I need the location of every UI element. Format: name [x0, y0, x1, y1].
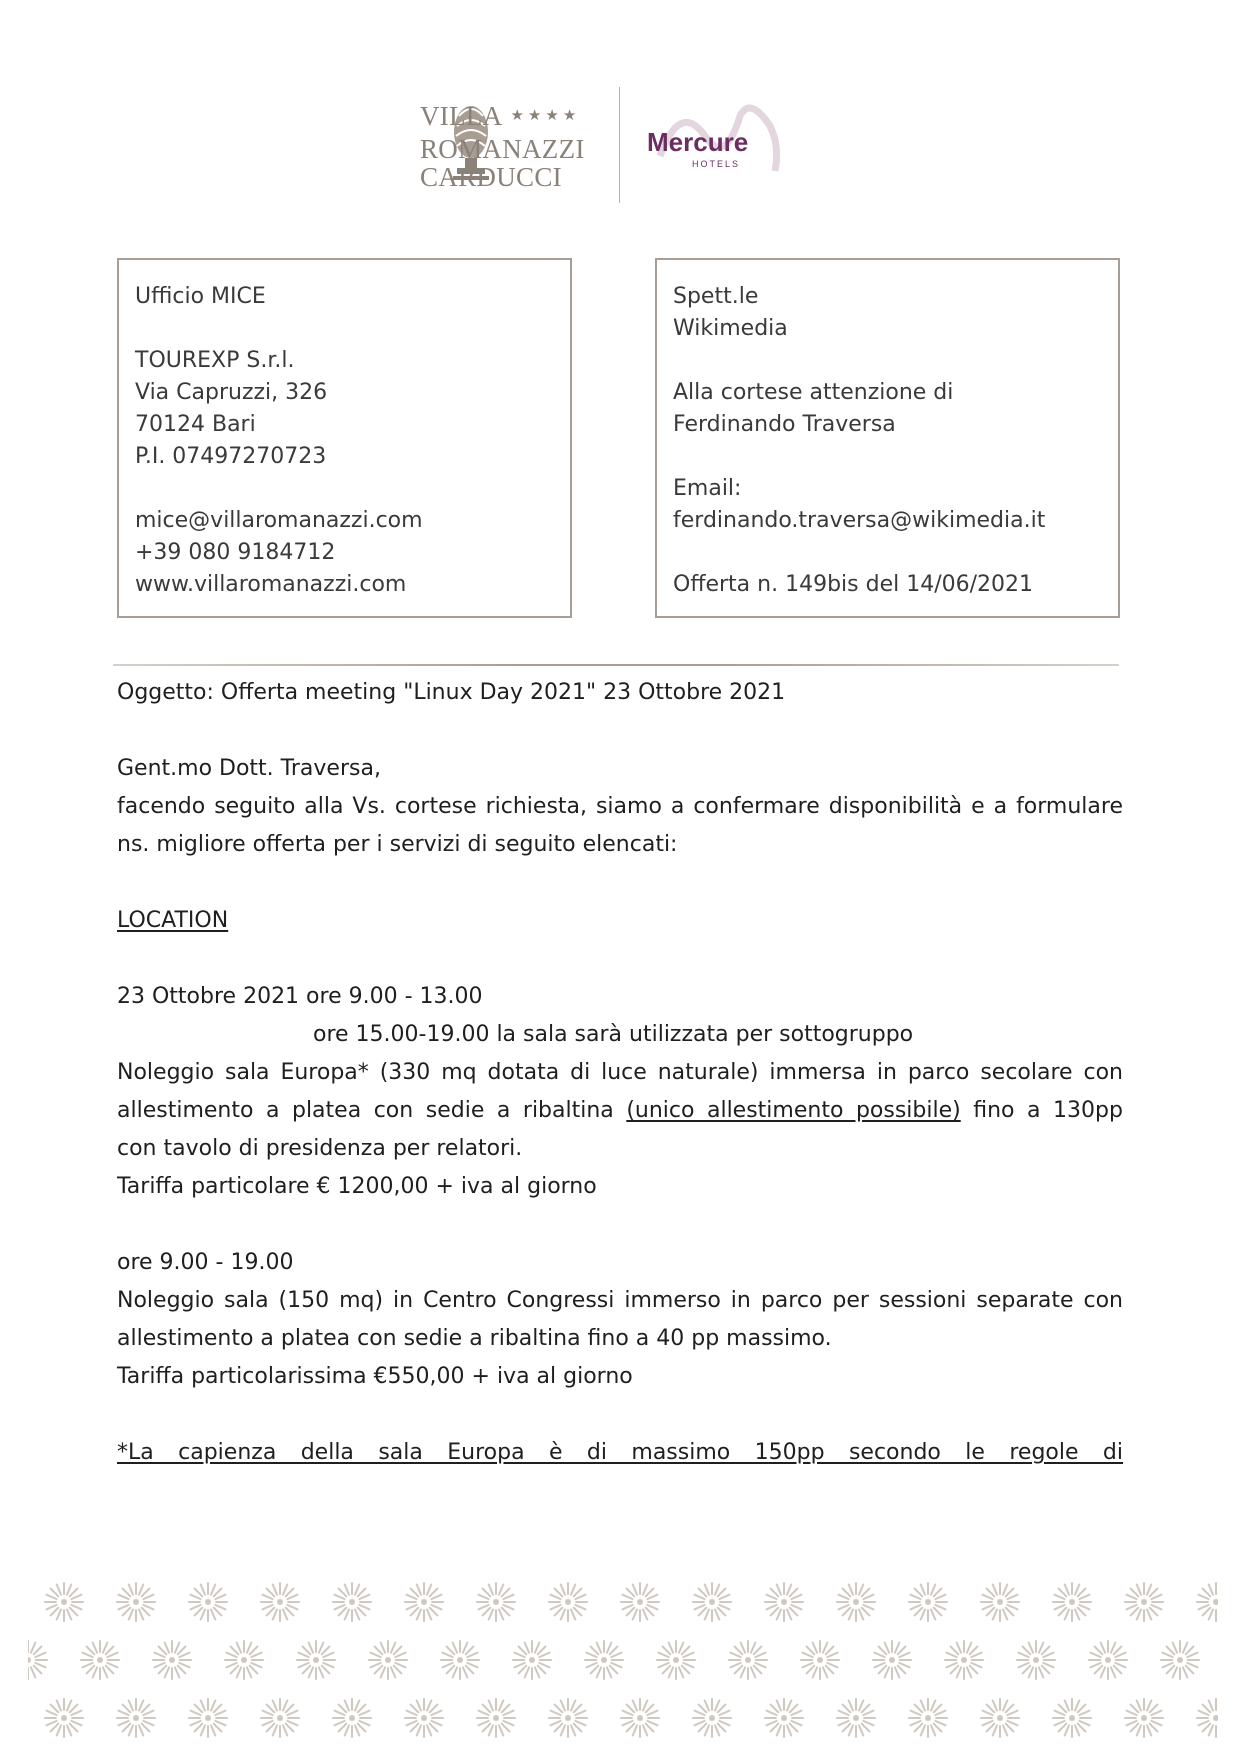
pattern-burst-icon [621, 1699, 659, 1737]
romanazzi-word: ROMANAZZI [420, 134, 585, 164]
recipient-attention-label: Alla cortese attenzione di [673, 380, 954, 405]
sender-street: Via Capruzzi, 326 [135, 380, 328, 405]
intro-line-1: facendo seguito alla Vs. cortese richiesta, siamo a confermare disponibilità e a formulare [117, 794, 1123, 819]
intro-line-2: ns. migliore offerta per i servizi di seguito elencati: [117, 832, 678, 857]
decorative-footer-pattern [28, 1580, 1218, 1740]
sender-website-link[interactable]: www.villaromanazzi.com [135, 572, 407, 597]
villa-word: VILLA [420, 101, 503, 131]
pattern-burst-icon [45, 1583, 83, 1621]
letter-subject: Oggetto: Offerta meeting "Linux Day 2021" 23 Ottobre 2021 [117, 680, 786, 705]
pattern-burst-icon [405, 1583, 443, 1621]
pattern-burst-icon [369, 1641, 407, 1679]
pattern-burst-icon [981, 1583, 1019, 1621]
pattern-burst-icon [693, 1699, 731, 1737]
congress-room-line-1: Noleggio sala (150 mq) in Centro Congressi immerso in parco per sessioni separate con [117, 1288, 1123, 1313]
mercure-hotels-label: HOTELS [692, 159, 741, 169]
slot1-date: 23 Ottobre 2021 ore 9.00 - 13.00 [117, 984, 483, 1009]
offer-reference: Offerta n. 149bis del 14/06/2021 [673, 572, 1034, 597]
pattern-burst-icon [117, 1699, 155, 1737]
pattern-burst-icon [225, 1641, 263, 1679]
sender-company: TOUREXP S.r.l. [135, 348, 295, 373]
pattern-burst-icon [405, 1699, 443, 1737]
hotel-stars: ★★★★ [510, 108, 581, 124]
pattern-burst-icon [873, 1641, 911, 1679]
villa-romanazzi-wordmark [420, 102, 585, 191]
pattern-burst-icon [477, 1583, 515, 1621]
sender-address-box [117, 258, 572, 618]
pattern-burst-icon [657, 1641, 695, 1679]
pattern-burst-icon [189, 1583, 227, 1621]
pattern-burst-icon [1125, 1699, 1163, 1737]
slot1-afternoon: ore 15.00-19.00 la sala sarà utilizzata per sottogruppo [313, 1022, 914, 1047]
pattern-burst-icon [117, 1583, 155, 1621]
recipient-email-link[interactable]: ferdinando.traversa@wikimedia.it [673, 508, 1046, 533]
pattern-burst-icon [1197, 1583, 1218, 1621]
pattern-burst-icon [441, 1641, 479, 1679]
pattern-burst-icon [621, 1583, 659, 1621]
logo-divider [619, 87, 620, 203]
pattern-burst-icon [765, 1699, 803, 1737]
pattern-burst-icon [945, 1641, 983, 1679]
pattern-burst-icon [189, 1699, 227, 1737]
pattern-burst-icon [837, 1699, 875, 1737]
pattern-burst-icon [513, 1641, 551, 1679]
pattern-burst-icon [45, 1699, 83, 1737]
pattern-burst-icon [1197, 1699, 1218, 1737]
pattern-burst-icon [765, 1583, 803, 1621]
pattern-burst-icon [1053, 1583, 1091, 1621]
pattern-burst-icon [909, 1583, 947, 1621]
recipient-email-label: Email: [673, 476, 742, 501]
pattern-burst-icon [837, 1583, 875, 1621]
letter-greeting: Gent.mo Dott. Traversa, [117, 756, 381, 781]
pattern-burst-icon [549, 1583, 587, 1621]
sender-email-link[interactable]: mice@villaromanazzi.com [135, 508, 423, 533]
congress-room-line-2: allestimento a platea con sedie a ribaltina fino a 40 pp massimo. [117, 1326, 832, 1351]
pattern-burst-icon [333, 1583, 371, 1621]
pattern-burst-icon [549, 1699, 587, 1737]
pattern-burst-icon [297, 1641, 335, 1679]
pattern-burst-icon [1017, 1641, 1055, 1679]
capacity-note: *La capienza della sala Europa è di massimo 150pp secondo le regole di [117, 1440, 1123, 1465]
pattern-burst-icon [261, 1699, 299, 1737]
recipient-salutation: Spett.le [673, 284, 759, 309]
pattern-burst-icon [801, 1641, 839, 1679]
sender-vat: P.I. 07497270723 [135, 444, 327, 469]
europa-rate: Tariffa particolare € 1200,00 + iva al giorno [117, 1174, 597, 1199]
mercure-wordmark: Mercure [647, 127, 749, 157]
recipient-organization: Wikimedia [673, 316, 788, 341]
header-separator [113, 664, 1119, 666]
pattern-burst-icon [153, 1641, 191, 1679]
europa-room-line-1: Noleggio sala Europa* (330 mq dotata di luce naturale) immersa in parco secolare con [117, 1060, 1123, 1085]
carducci-word: CARDUCCI [420, 162, 562, 192]
slot2-time: ore 9.00 - 19.00 [117, 1250, 294, 1275]
pattern-burst-icon [585, 1641, 623, 1679]
pattern-burst-icon [261, 1583, 299, 1621]
pattern-burst-icon [1089, 1641, 1127, 1679]
europa-line-2-end: fino a 130pp [960, 1098, 1123, 1123]
europa-only-setup-note: (unico allestimento possibile) [626, 1098, 961, 1123]
pattern-burst-icon [1125, 1583, 1163, 1621]
pattern-burst-icon [981, 1699, 1019, 1737]
europa-room-line-3: con tavolo di presidenza per relatori. [117, 1136, 523, 1161]
recipient-address-box [655, 258, 1120, 618]
sender-office: Ufficio MICE [135, 284, 266, 309]
sender-city: 70124 Bari [135, 412, 256, 437]
congress-rate: Tariffa particolarissima €550,00 + iva al giorno [117, 1364, 633, 1389]
pattern-burst-icon [333, 1699, 371, 1737]
pattern-burst-icon [1161, 1641, 1199, 1679]
pattern-burst-icon [477, 1699, 515, 1737]
sender-phone: +39 080 9184712 [135, 540, 336, 565]
pattern-burst-icon [693, 1583, 731, 1621]
europa-line-2-start: allestimento a platea con sedie a ribaltina [117, 1098, 627, 1123]
pattern-burst-icon [81, 1641, 119, 1679]
pattern-burst-icon [28, 1641, 47, 1679]
pattern-burst-icon [729, 1641, 767, 1679]
pattern-burst-icon [1053, 1699, 1091, 1737]
europa-room-line-2 [117, 1096, 1123, 1126]
recipient-attention-name: Ferdinando Traversa [673, 412, 896, 437]
location-heading: LOCATION [117, 908, 229, 933]
pattern-burst-icon [909, 1699, 947, 1737]
